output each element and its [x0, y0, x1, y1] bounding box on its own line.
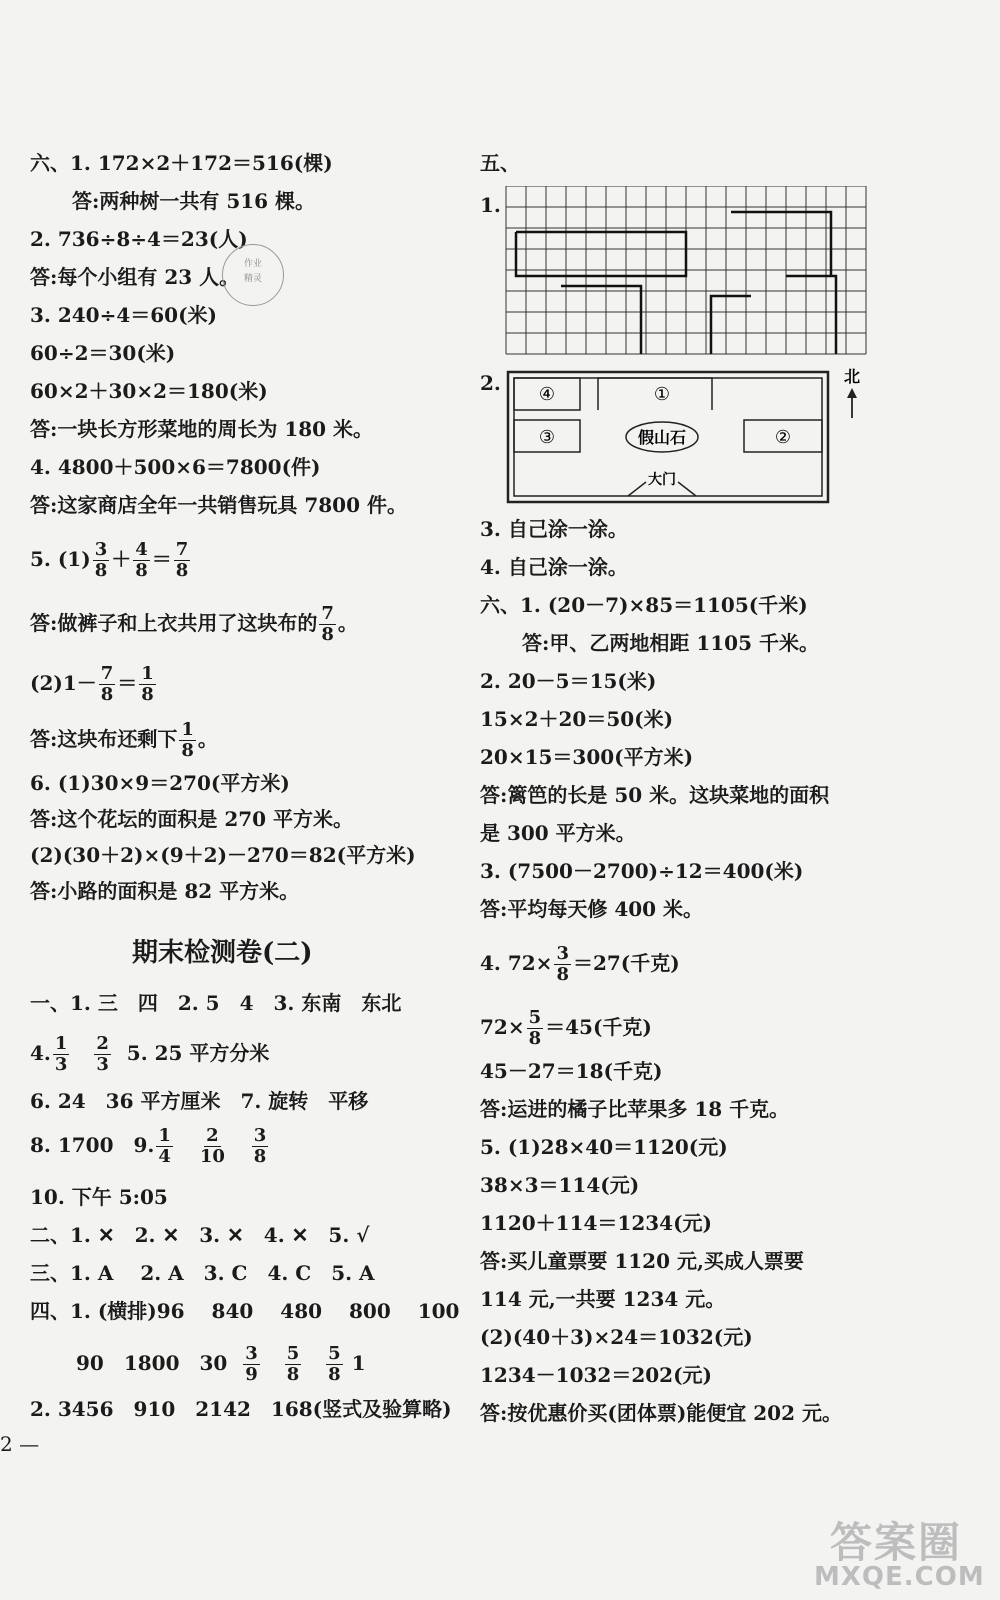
fraction: $\frac{3}{8}$	[556, 943, 569, 985]
question-number: 1.	[480, 193, 501, 217]
grid-figure	[496, 186, 868, 356]
shape-outline	[711, 296, 751, 354]
answer-text: 答:做裤子和上衣共用了这块布的	[30, 611, 318, 635]
watermark-logo-text: 答案圈	[830, 1518, 963, 1567]
q4b-suffix: ＝45(千克)	[545, 1015, 652, 1039]
area-label-1: ①	[653, 384, 671, 405]
answer-line: 6. (1)30×9＝270(平方米)	[30, 771, 290, 795]
fraction: $\frac{4}{8}$	[135, 539, 148, 581]
q4-line	[30, 1034, 269, 1075]
answer-line: 答:这家商店全年一共销售玩具 7800 件。	[30, 493, 407, 517]
q5-part2	[30, 664, 158, 705]
answer-line: 3. 240÷4＝60(米)	[30, 303, 218, 327]
fraction: $\frac{5}{8}$	[328, 1343, 341, 1385]
exam-title: 期末检测卷(二)	[132, 938, 313, 968]
answer-line: 114 元,一共要 1234 元。	[480, 1287, 726, 1311]
fraction: $\frac{3}{9}$	[245, 1343, 258, 1385]
q5-answer1	[30, 604, 358, 645]
answer-line: 二、1. ✕ 2. ✕ 3. ✕ 4. ✕ 5. √	[30, 1223, 370, 1247]
q4-prefix: 4.	[30, 1041, 51, 1065]
q4-row2	[76, 1344, 366, 1385]
answer-line: 6. 24 36 平方厘米 7. 旋转 平移	[30, 1089, 369, 1113]
answer-line: 答:一块长方形菜地的周长为 180 米。	[30, 417, 374, 441]
answer-line: (2)(40＋3)×24＝1032(元)	[480, 1325, 753, 1349]
q4a-prefix: 4. 72×	[480, 951, 553, 975]
plus-sign: ＋	[111, 547, 132, 571]
q5-1-prefix: 5. (1)	[30, 547, 91, 571]
gate-line	[678, 482, 696, 496]
fraction: $\frac{5}{8}$	[286, 1343, 300, 1385]
answer-line: 答:篱笆的长是 50 米。这块菜地的面积	[480, 783, 830, 807]
answer-line: 答:每个小组有 23 人。	[30, 265, 240, 289]
answer-line: 答:小路的面积是 82 平方米。	[30, 879, 300, 903]
fraction: $\frac{7}{8}$	[321, 603, 334, 645]
answer-line: 答:甲、乙两地相距 1105 千米。	[522, 631, 819, 655]
q4b-prefix: 72×	[480, 1015, 525, 1039]
answer-line: 5. (1)28×40＝1120(元)	[480, 1135, 728, 1159]
fraction: $\frac{7}{8}$	[175, 539, 189, 581]
row2-tail: 1	[351, 1351, 366, 1375]
q4a-suffix: ＝27(千克)	[572, 951, 680, 975]
q5-2-prefix: (2)1－	[30, 671, 97, 695]
fraction: $\frac{1}{8}$	[141, 663, 154, 705]
page-number: 2 —	[0, 1432, 40, 1456]
north-label: 北	[843, 367, 861, 386]
answer-line: 20×15＝300(平方米)	[480, 745, 694, 769]
answer-line: 2. 736÷8÷4＝23(人)	[30, 227, 248, 251]
answer-line: 答:买儿童票要 1120 元,买成人票要	[480, 1249, 804, 1273]
homework-stamp	[222, 244, 284, 306]
answer-line: 1234－1032＝202(元)	[480, 1363, 713, 1387]
answer-text: 答:这块布还剩下	[30, 727, 178, 751]
answer-line: 2. 20－5＝15(米)	[480, 669, 657, 693]
answer-line: 3. 自己涂一涂。	[480, 517, 628, 541]
answer-line: 60÷2＝30(米)	[30, 341, 176, 365]
fraction: $\frac{1}{8}$	[181, 719, 194, 761]
answer-line: 答:这个花坛的面积是 270 平方米。	[30, 807, 354, 831]
answer-line: 4. 4800＋500×6＝7800(件)	[30, 455, 321, 479]
fraction: $\frac{2}{10}$	[199, 1125, 225, 1167]
fraction: $\frac{7}{8}$	[100, 663, 114, 705]
fraction: $\frac{3}{8}$	[253, 1125, 267, 1167]
answer-line: 答:两种树一共有 516 棵。	[72, 189, 316, 213]
north-arrow-head	[847, 388, 857, 398]
area-label-3: ③	[538, 427, 556, 448]
answer-line: 四、1. (横排)96 840 480 800 100	[30, 1299, 460, 1323]
answer-line: 六、1. (20－7)×85＝1105(千米)	[480, 593, 808, 617]
q5-answer2	[30, 720, 218, 761]
row2-numbers: 90 1800 30	[76, 1351, 228, 1375]
answer-line: (2)(30＋2)×(9＋2)－270＝82(平方米)	[30, 843, 416, 867]
q5-part1	[30, 540, 192, 581]
shape-outline	[561, 286, 641, 354]
q4b-line	[480, 1008, 652, 1049]
fraction: $\frac{5}{8}$	[528, 1007, 542, 1049]
answer-line: 三、1. A 2. A 3. C 4. C 5. A	[30, 1261, 375, 1285]
stamp-text: 作业	[243, 259, 262, 269]
q8-prefix: 8. 1700 9.	[30, 1133, 155, 1157]
fraction: $\frac{3}{8}$	[94, 539, 108, 581]
answer-line: 六、1. 172×2＋172＝516(棵)	[30, 151, 333, 175]
answer-line: 15×2＋20＝50(米)	[480, 707, 674, 731]
rock-label: 假山石	[637, 428, 687, 447]
shape-outline	[516, 232, 686, 276]
answer-line: 一、1. 三 四 2. 5 4 3. 东南 东北	[30, 991, 402, 1015]
q4a-line	[480, 944, 680, 985]
answer-line: 10. 下午 5:05	[30, 1185, 168, 1209]
punctuation: 。	[197, 727, 218, 751]
equals-sign: ＝	[151, 547, 172, 571]
answer-line: 答:运进的橘子比苹果多 18 千克。	[480, 1097, 790, 1121]
gate-label: 大门	[648, 472, 676, 488]
answer-line: 4. 自己涂一涂。	[480, 555, 628, 579]
fraction: $\frac{2}{3}$	[96, 1033, 109, 1075]
answer-line: 45－27＝18(千克)	[480, 1059, 663, 1083]
question-number: 2.	[480, 371, 501, 395]
answer-line: 38×3＝114(元)	[480, 1173, 640, 1197]
section-label: 五、	[480, 151, 520, 175]
site-watermark	[808, 1510, 986, 1592]
answer-line: 2. 3456 910 2142 168(竖式及验算略)	[30, 1397, 452, 1421]
fraction: $\frac{1}{4}$	[158, 1125, 171, 1167]
answer-line: 答:平均每天修 400 米。	[480, 897, 704, 921]
shape-outline	[786, 276, 836, 354]
equals-sign: ＝	[117, 671, 138, 695]
answer-line: 是 300 平方米。	[480, 821, 636, 845]
answer-line: 1120＋114＝1234(元)	[480, 1211, 713, 1235]
fraction: $\frac{1}{3}$	[54, 1033, 68, 1075]
q5-text: 5. 25 平方分米	[126, 1041, 270, 1065]
answer-line: 3. (7500－2700)÷12＝400(米)	[480, 859, 804, 883]
watermark-url: MXQE.COM	[814, 1562, 985, 1592]
area-label-2: ②	[774, 427, 792, 448]
area-label-4: ④	[538, 384, 556, 405]
q8-line	[30, 1126, 270, 1167]
map-figure	[500, 366, 872, 506]
punctuation: 。	[337, 611, 358, 635]
gate-line	[628, 482, 646, 496]
stamp-text: 精灵	[243, 274, 262, 284]
answer-line: 答:按优惠价买(团体票)能便宜 202 元。	[480, 1401, 842, 1425]
answer-line: 60×2＋30×2＝180(米)	[30, 379, 268, 403]
